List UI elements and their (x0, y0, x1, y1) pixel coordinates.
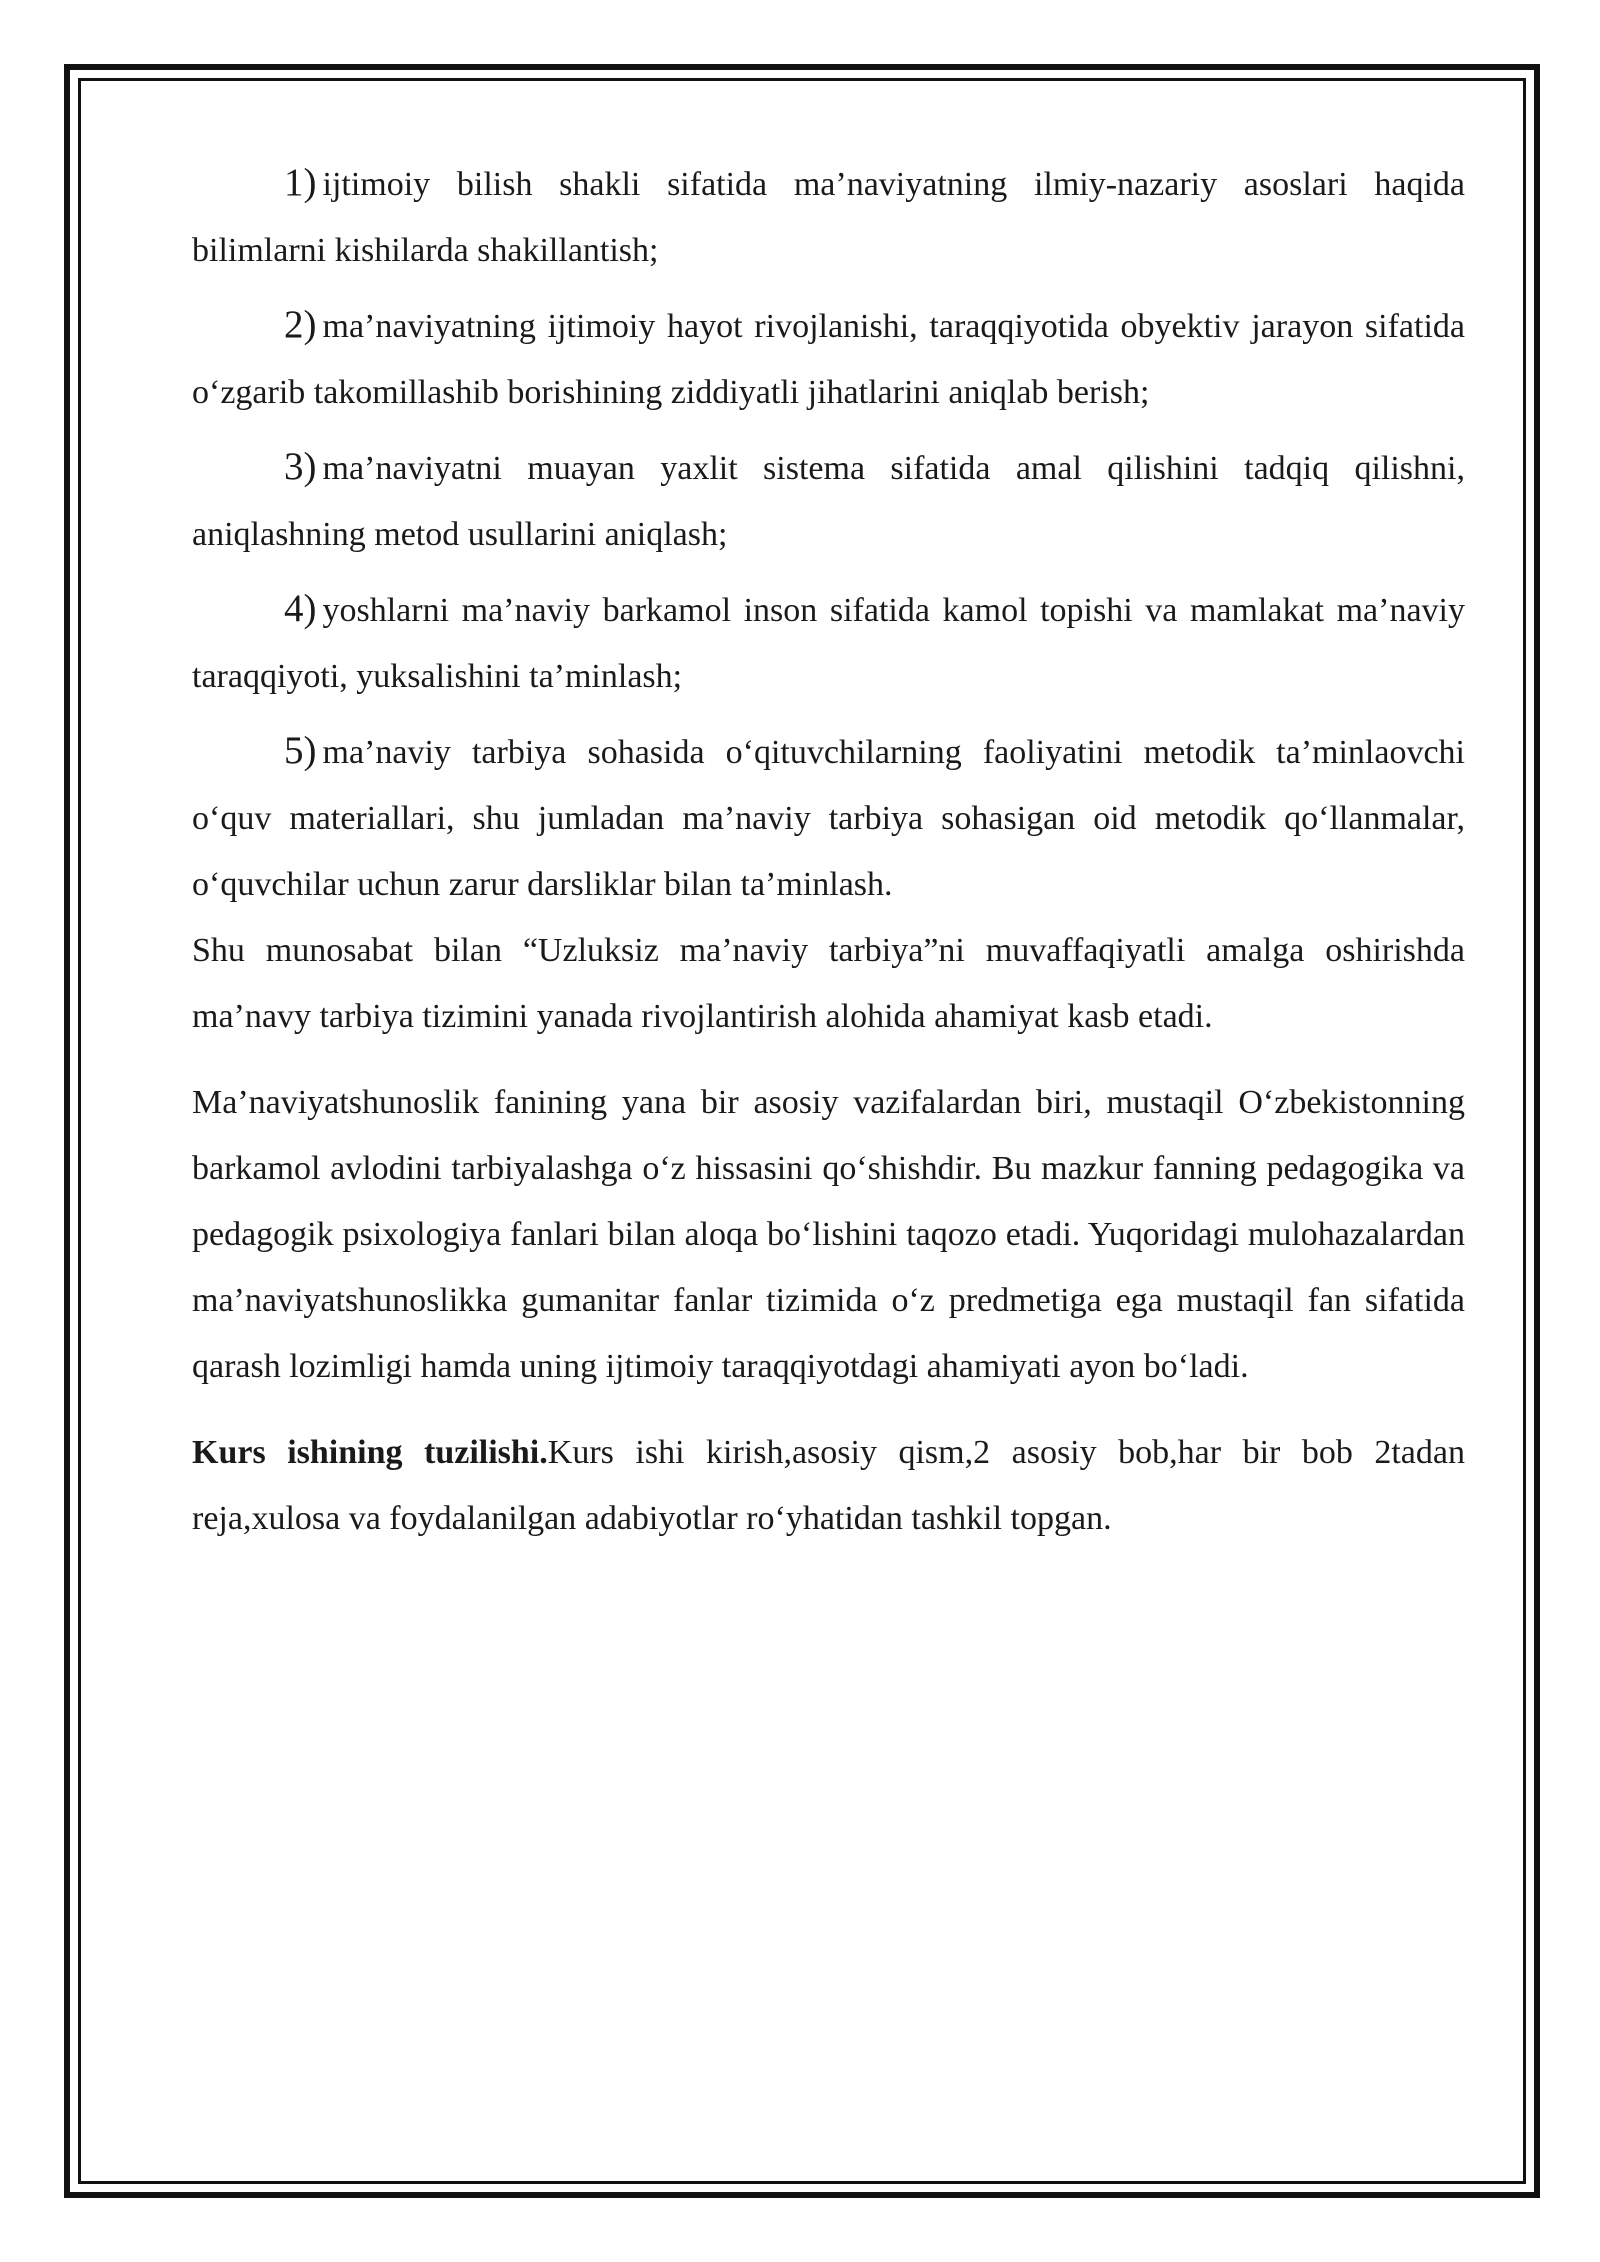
structure-text: Kurs ishi kirish,asosiy qism,2 asosiy bob,har bir bob 2tadan reja,xulosa va foydalanilgan adabiyotlar ro‘yhatidan tashkil topgan. (192, 1434, 1465, 1537)
list-text: yoshlarni ma’naviy barkamol inson sifatida kamol topishi va mamlakat ma’naviy taraqqiyoti, yuksalishini ta’minlash; (192, 592, 1465, 695)
list-item (192, 150, 1465, 284)
list-item (192, 292, 1465, 426)
list-number: 4) (284, 587, 317, 630)
paragraph: Shu munosabat bilan “Uzluksiz ma’naviy tarbiya”ni muvaffaqiyatli amalga oshirishda ma’navy tarbiya tizimini yanada rivojlantirish alohida ahamiyat kasb etadi. (192, 932, 1465, 1035)
list-text: ma’naviyatning ijtimoiy hayot rivojlanishi, taraqqiyotida obyektiv jarayon sifatida o‘zgarib takomillashib borishining ziddiyatli jihatlarini aniqlab berish; (192, 308, 1465, 411)
list-item (192, 576, 1465, 710)
paragraph: Ma’naviyatshunoslik fanining yana bir asosiy vazifalardan biri, mustaqil O‘zbekistonning barkamol avlodini tarbiyalashga o‘z hissasini qo‘shishdir. Bu mazkur fanning pedagogika va pedagogik psixologiya fanlari bilan aloqa bo‘lishini taqozo etadi. Yuqoridagi mulohazalardan ma’naviyatshunoslikka gumanitar fanlar tizimida o‘z predmetiga ega mustaqil fan sifatida qarash lozimligi hamda uning ijtimoiy taraqqiyotdagi ahamiyati ayon bo‘ladi. (192, 1084, 1465, 1385)
list-text: ijtimoiy bilish shakli sifatida ma’naviyatning ilmiy-nazariy asoslari haqida bilimlarni kishilarda shakillantish; (192, 166, 1465, 269)
list-number: 2) (284, 303, 317, 346)
list-text: ma’naviy tarbiya sohasida o‘qituvchilarning faoliyatini metodik ta’minlaovchi o‘quv materiallari, shu jumladan ma’naviy tarbiya sohasigan oid metodik qo‘llanmalar, o‘quvchilar uchun zarur darsliklar bilan ta’minlash. (192, 734, 1465, 903)
document-body (192, 150, 1465, 1552)
list-number: 3) (284, 445, 317, 488)
list-number: 5) (284, 729, 317, 772)
structure-paragraph (192, 1420, 1465, 1552)
list-text: ma’naviyatni muayan yaxlit sistema sifatida amal qilishini tadqiq qilishni, aniqlashning metod usullarini aniqlash; (192, 450, 1465, 553)
structure-heading: Kurs ishining tuzilishi. (192, 1434, 548, 1471)
list-number: 1) (284, 161, 317, 204)
list-item (192, 434, 1465, 568)
list-item (192, 718, 1465, 918)
